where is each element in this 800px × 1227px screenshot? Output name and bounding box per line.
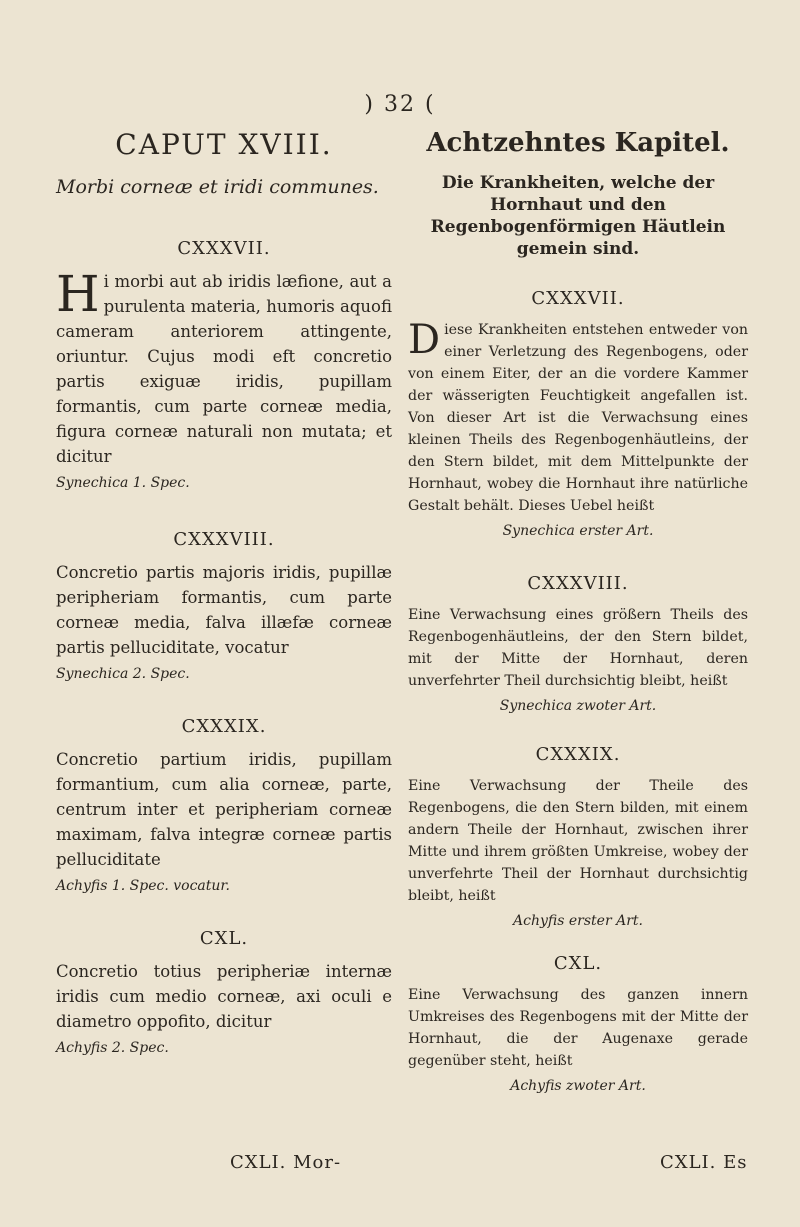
section-latin-138: [56, 529, 392, 682]
section-text: Concretio partis majoris iridis, pupillæ peripheriam formantis, cum parte corneæ media, falva illæfæ corneæ partis pelluciditate, vocatur: [56, 563, 392, 657]
catchword-latin: CXLI. Mor-: [230, 1152, 342, 1173]
chapter-subtitle-latin: Morbi corneæ et iridi communes.: [56, 176, 379, 198]
section-text: Diese Krankheiten entstehen entweder von einer Verletzung des Regenbogens, oder von einem Eiter, der an die vordere Kammer der wässerigten Feuchtigkeit angefallen ist. Von dieser Art ist die Verwachsung eines kleinen Theils des Regenbogenhäutleins, der den Stern bildet, mit dem Mittelpunkte der Hornhaut, wobey die Hornhaut ihre natürliche Gestalt behält. Dieses Uebel heißt: [408, 317, 748, 514]
chapter-subtitle-german: Die Krankheiten, welche der Hornhaut und den Regenbogenförmigen Häutlein gemein sind.: [430, 173, 726, 259]
section-latin-137: [56, 238, 392, 491]
section-text: Concretio partium iridis, pupillam formantium, cum alia corneæ, parte, centrum inter et peripheriam corneæ maximam, falva integræ corneæ partis pelluciditate: [56, 750, 392, 869]
chapter-title-german: Achtzehntes Kapitel.: [426, 128, 730, 158]
section-text: Eine Verwachsung eines größern Theils des Regenbogenhäutleins, der den Stern bildet, mit der Mitte der Hornhaut, deren unverfehrter Theil durchsichtig bleibt, heißt: [408, 607, 748, 689]
section-text: Eine Verwachsung der Theile des Regenbogens, die den Stern bilden, mit einem andern Theile der Hornhaut, zwischen ihrer Mitte und ihrem größten Umkreise, wobey der unverfehrte Theil der Hornhaut durchsichtig bleibt, heißt: [408, 778, 748, 904]
section-latin-140: [56, 928, 392, 1056]
section-text: Hi morbi aut ab iridis læfione, aut a purulenta materia, humoris aquofi cameram anteriorem attingente, oriuntur. Cujus modi eft concretio partis exiguæ iridis, pupillam formantis, cum parte corneæ media, figura corneæ naturali non mutata; et dicitur: [56, 265, 392, 466]
section-number: CXXXVII.: [177, 238, 271, 259]
species-label: Achyfis zwoter Art.: [510, 1078, 646, 1094]
drop-cap: H: [56, 265, 100, 323]
species-label: Synechica zwoter Art.: [499, 698, 657, 714]
section-text: Eine Verwachsung des ganzen innern Umkreises des Regenbogens mit der Mitte der Hornhaut, die der Augenaxe gerade gegenüber steht, heißt: [408, 987, 748, 1069]
section-german-140: [408, 953, 748, 1094]
species-label: Synechica erster Art.: [502, 523, 654, 539]
species-label: Achyfis erster Art.: [513, 913, 643, 929]
page-number: ) 32 (: [364, 92, 436, 117]
section-number: CXL.: [553, 953, 603, 974]
drop-cap: D: [408, 317, 441, 363]
species-label: Achyfis 2. Spec.: [56, 1040, 169, 1056]
section-german-137: [408, 288, 748, 539]
latin-column: [56, 128, 392, 1078]
section-number: CXXXVIII.: [527, 573, 629, 594]
german-column: [408, 128, 748, 1116]
section-number: CXXXIX.: [535, 744, 621, 765]
catchword-german: CXLI. Es: [660, 1152, 748, 1173]
section-latin-139: [56, 716, 392, 894]
species-label: Achyfis 1. Spec. vocatur.: [56, 878, 231, 894]
section-text: Concretio totius peripheriæ internæ iridis cum medio corneæ, axi oculi e diametro oppofito, dicitur: [56, 962, 392, 1031]
section-german-138: [408, 573, 748, 714]
species-label: Synechica 2. Spec.: [56, 666, 190, 682]
section-number: CXXXVIII.: [173, 529, 275, 550]
section-number: CXXXIX.: [181, 716, 267, 737]
chapter-title-latin: CAPUT XVIII.: [115, 128, 333, 161]
section-number: CXL.: [199, 928, 249, 949]
section-german-139: [408, 744, 748, 929]
species-label: Synechica 1. Spec.: [56, 475, 190, 491]
section-number: CXXXVII.: [531, 288, 625, 309]
